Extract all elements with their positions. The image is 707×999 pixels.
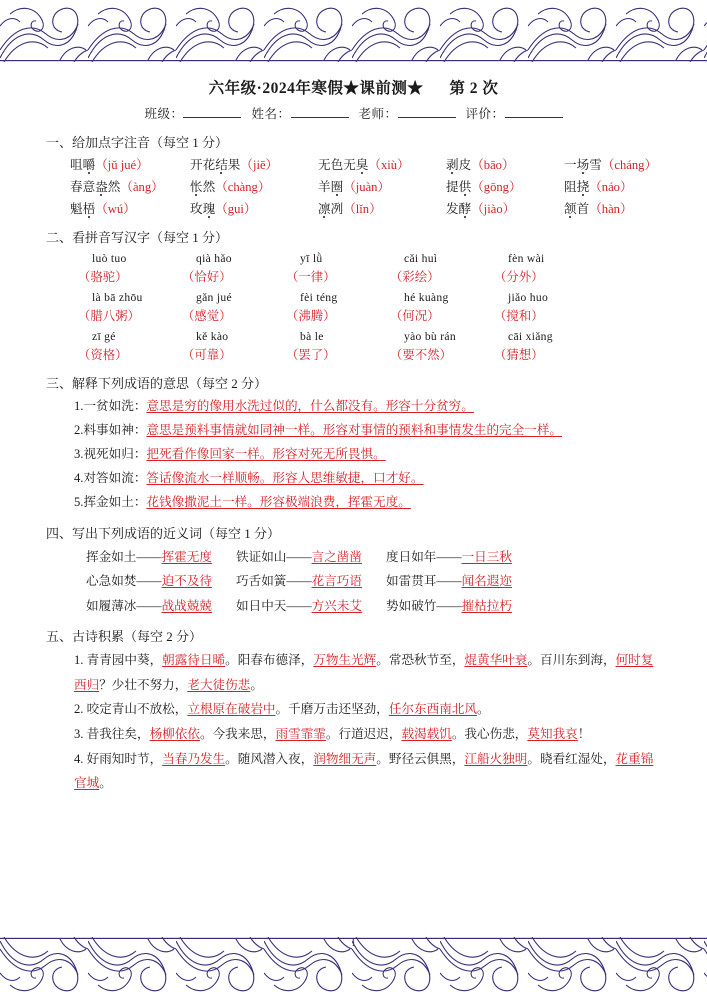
poem-text: 。晓看红湿处， bbox=[527, 751, 616, 766]
question-word: 凛冽 bbox=[318, 202, 344, 217]
question-word: 魁梧 bbox=[70, 202, 96, 217]
synonym-prompt: 铁证如山—— bbox=[236, 549, 312, 564]
label-teacher: 老师： bbox=[358, 107, 398, 121]
poem-answer: 当春乃发生 bbox=[162, 751, 226, 766]
question-word: 无色无臭 bbox=[318, 158, 369, 172]
poem-text: 。 bbox=[99, 776, 112, 791]
section-2-body bbox=[46, 252, 661, 363]
pinyin-prompt: qià hǎo bbox=[196, 252, 232, 266]
poem-answer: 杨柳依依 bbox=[149, 726, 200, 741]
student-info-row bbox=[46, 104, 661, 122]
page-title-left: 六年级·2024年寒假★课前测★ bbox=[208, 80, 424, 97]
section-heading-3: 三、解释下列成语的意思（每空 2 分） bbox=[46, 376, 268, 392]
pinyin-question-item bbox=[318, 154, 446, 176]
idiom-answer: 意思是预料事情就如同神一样。形容对事情的预料和事情发生的完全一样。 bbox=[146, 423, 563, 438]
decorative-bottom-border bbox=[0, 937, 707, 999]
poem-text: ？少壮不努力， bbox=[99, 677, 188, 692]
question-word: 羊圈 bbox=[318, 180, 344, 195]
synonym-prompt: 势如破竹—— bbox=[386, 598, 462, 613]
section-5-body bbox=[46, 648, 661, 795]
poem-number: 4. bbox=[74, 751, 87, 766]
poem-text: 。今我来思， bbox=[199, 726, 276, 741]
pinyin-question-item bbox=[318, 198, 446, 220]
poem-text: 好雨知时节， bbox=[86, 751, 163, 766]
pinyin-prompt: jiǎo huo bbox=[508, 291, 549, 305]
pinyin-question-item bbox=[564, 154, 684, 176]
hanzi-answer: （要不然） bbox=[390, 348, 452, 363]
synonym-answer: 挥霍无度 bbox=[161, 549, 212, 564]
hanzi-answer: （感觉） bbox=[182, 309, 232, 324]
hanzi-answer-row bbox=[46, 345, 661, 363]
pinyin-prompt: cǎi huì bbox=[404, 252, 438, 266]
poem-answer: 载渴载饥 bbox=[401, 726, 452, 741]
idiom-term: 5.挥金如土： bbox=[74, 494, 147, 509]
section-3-body bbox=[46, 395, 661, 515]
label-class: 班级： bbox=[144, 107, 184, 121]
question-word: 春意盎然 bbox=[70, 180, 121, 195]
answer-pinyin: （juàn） bbox=[343, 180, 391, 195]
label-score: 评价： bbox=[465, 107, 505, 121]
synonym-answer: 方兴未艾 bbox=[311, 598, 362, 613]
answer-pinyin: （wú） bbox=[95, 202, 136, 217]
pinyin-prompt: yī lǜ bbox=[300, 252, 323, 266]
idiom-meaning-row bbox=[46, 467, 661, 491]
pinyin-question-row bbox=[46, 154, 661, 176]
poem-answer: 万物生光辉 bbox=[313, 653, 377, 668]
hanzi-answer: （恰好） bbox=[182, 270, 232, 285]
pinyin-prompt-row bbox=[46, 252, 661, 265]
pinyin-prompt: gǎn jué bbox=[196, 291, 232, 305]
answer-pinyin: （àng） bbox=[120, 180, 164, 195]
worksheet-content bbox=[0, 62, 707, 796]
answer-pinyin: （náo） bbox=[589, 180, 633, 195]
pinyin-prompt: luò tuo bbox=[92, 252, 127, 266]
pinyin-prompt: yào bù rán bbox=[404, 330, 456, 344]
hanzi-answer: （罢了） bbox=[286, 348, 336, 363]
question-word: 咀嚼 bbox=[70, 158, 96, 172]
pinyin-prompt-row bbox=[46, 330, 661, 343]
hanzi-answer: （猜想） bbox=[494, 348, 544, 363]
poem-answer: 老大徒伤悲 bbox=[187, 677, 251, 692]
section-4-body bbox=[46, 545, 661, 619]
hanzi-answer: （何况） bbox=[390, 309, 440, 324]
section-1-body bbox=[46, 154, 661, 220]
pinyin-question-item bbox=[318, 176, 446, 198]
poem-text: 青青园中葵， bbox=[86, 653, 163, 668]
synonym-pair bbox=[86, 594, 236, 619]
page-title-right: 第 2 次 bbox=[449, 80, 499, 97]
synonym-answer: 迫不及待 bbox=[161, 574, 212, 589]
pinyin-question-item bbox=[70, 176, 190, 198]
idiom-meaning-row bbox=[46, 419, 661, 443]
field-class[interactable] bbox=[183, 117, 241, 118]
poem-text: 。千磨万击还坚劲， bbox=[275, 702, 389, 717]
label-name: 姓名： bbox=[251, 107, 291, 121]
poem-text: 。行道迟迟， bbox=[325, 726, 402, 741]
pinyin-question-item bbox=[446, 198, 564, 220]
poem-row bbox=[46, 722, 661, 747]
question-word: 剥皮 bbox=[446, 158, 472, 172]
pinyin-question-item bbox=[446, 154, 564, 176]
synonym-answer: 一日三秋 bbox=[461, 549, 512, 564]
pinyin-question-item bbox=[564, 198, 684, 220]
synonym-row bbox=[46, 545, 661, 570]
poem-text: 咬定青山不放松， bbox=[86, 702, 188, 717]
idiom-term: 2.料事如神： bbox=[74, 423, 147, 438]
question-word: 玫瑰 bbox=[190, 202, 216, 217]
pinyin-prompt: kě kào bbox=[196, 330, 229, 344]
poem-text: 。阳春布德泽， bbox=[225, 653, 314, 668]
idiom-term: 4.对答如流： bbox=[74, 470, 147, 485]
field-score[interactable] bbox=[505, 117, 563, 118]
synonym-row bbox=[46, 594, 661, 619]
pinyin-prompt: hé kuàng bbox=[404, 291, 449, 305]
poem-answer: 立根原在破岩中 bbox=[187, 702, 276, 717]
hanzi-answer: （资格） bbox=[78, 348, 128, 363]
hanzi-answer: （腊八粥） bbox=[78, 309, 140, 324]
poem-text: 。 bbox=[477, 702, 490, 717]
pinyin-question-row bbox=[46, 198, 661, 220]
pinyin-prompt: bà le bbox=[300, 330, 324, 344]
question-word: 一场雪 bbox=[564, 158, 602, 172]
answer-pinyin: （hàn） bbox=[589, 202, 633, 217]
poem-answer: 莫知我哀 bbox=[527, 726, 578, 741]
poem-text: ！ bbox=[577, 726, 591, 741]
hanzi-answer-row bbox=[46, 306, 661, 324]
synonym-answer: 摧枯拉朽 bbox=[461, 598, 512, 613]
synonym-pair bbox=[386, 545, 536, 570]
idiom-term: 3.视死如归： bbox=[74, 446, 147, 461]
question-word: 颔首 bbox=[564, 202, 590, 217]
pinyin-prompt: fèi téng bbox=[300, 291, 338, 305]
poem-number: 2. bbox=[74, 702, 87, 717]
hanzi-answer: （沸腾） bbox=[286, 309, 336, 324]
idiom-answer: 把死看作像回家一样。形容对死无所畏惧。 bbox=[146, 446, 386, 461]
page-title bbox=[46, 76, 661, 98]
field-teacher[interactable] bbox=[398, 117, 456, 118]
question-word: 发酵 bbox=[446, 202, 472, 217]
synonym-answer: 战战兢兢 bbox=[161, 598, 212, 613]
answer-pinyin: （chàng） bbox=[215, 180, 271, 195]
answer-pinyin: （gui） bbox=[215, 202, 257, 217]
hanzi-answer: （可靠） bbox=[182, 348, 232, 363]
poem-text: 。随风潜入夜， bbox=[225, 751, 314, 766]
idiom-meaning-row bbox=[46, 443, 661, 467]
pinyin-question-item bbox=[446, 176, 564, 198]
decorative-top-border bbox=[0, 0, 707, 62]
poem-text: 昔我往矣， bbox=[86, 726, 150, 741]
field-name[interactable] bbox=[291, 117, 349, 118]
section-heading-4: 四、写出下列成语的近义词（每空 1 分） bbox=[46, 525, 281, 541]
answer-pinyin: （jiào） bbox=[471, 202, 516, 217]
pinyin-question-item bbox=[190, 198, 318, 220]
answer-pinyin: （bāo） bbox=[471, 158, 515, 172]
question-word: 提供 bbox=[446, 180, 472, 195]
section-heading-5: 五、古诗积累（每空 2 分） bbox=[46, 629, 203, 645]
pinyin-question-row bbox=[46, 176, 661, 198]
question-word: 怅然 bbox=[190, 180, 216, 195]
poem-answer: 何时复西归 bbox=[74, 653, 654, 692]
poem-text: 。我心伤悲， bbox=[451, 726, 528, 741]
synonym-pair bbox=[386, 569, 536, 594]
synonym-prompt: 如日中天—— bbox=[236, 598, 312, 613]
answer-pinyin: （gōng） bbox=[471, 180, 522, 195]
synonym-prompt: 挥金如土—— bbox=[86, 549, 162, 564]
pinyin-question-item bbox=[190, 176, 318, 198]
question-word: 开花结果 bbox=[190, 158, 241, 172]
poem-answer: 花重锦官城 bbox=[74, 751, 654, 791]
synonym-pair bbox=[236, 545, 386, 570]
synonym-answer: 言之凿凿 bbox=[311, 549, 362, 564]
pinyin-question-item bbox=[190, 154, 318, 176]
synonym-pair bbox=[236, 594, 386, 619]
poem-text: 。野径云俱黑， bbox=[376, 751, 465, 766]
pinyin-prompt: là bā zhōu bbox=[92, 291, 143, 305]
synonym-prompt: 心急如焚—— bbox=[86, 574, 162, 589]
poem-answer: 朝露待日晞 bbox=[162, 653, 226, 668]
poem-number: 3. bbox=[74, 726, 87, 741]
poem-row bbox=[46, 648, 661, 697]
question-word: 阻挠 bbox=[564, 180, 590, 195]
poem-answer: 焜黄华叶衰 bbox=[464, 653, 528, 668]
poem-answer: 润物细无声 bbox=[313, 751, 377, 766]
section-heading-2: 二、看拼音写汉字（每空 1 分） bbox=[46, 230, 229, 246]
pinyin-prompt: cāi xiǎng bbox=[508, 330, 553, 344]
pinyin-prompt: zī gé bbox=[92, 330, 116, 344]
poem-answer: 江船火独明 bbox=[464, 751, 528, 766]
section-heading-1: 一、给加点字注音（每空 1 分） bbox=[46, 135, 229, 150]
synonym-pair bbox=[86, 545, 236, 570]
answer-pinyin: （cháng） bbox=[601, 158, 658, 172]
hanzi-answer: （搅和） bbox=[494, 309, 544, 324]
answer-pinyin: （jǔ jué） bbox=[95, 158, 149, 172]
pinyin-prompt: fèn wài bbox=[508, 252, 545, 266]
poem-text: 。百川东到海， bbox=[527, 653, 616, 668]
poem-row bbox=[46, 747, 661, 796]
idiom-answer: 花钱像撒泥土一样。形容极端浪费，挥霍无度。 bbox=[146, 494, 411, 509]
synonym-answer: 花言巧语 bbox=[311, 574, 362, 589]
answer-pinyin: （xiù） bbox=[368, 158, 410, 172]
hanzi-answer: （彩绘） bbox=[390, 270, 440, 285]
idiom-answer: 意思是穷的像用水洗过似的，什么都没有。形容十分贫穷。 bbox=[146, 399, 474, 414]
synonym-prompt: 巧舌如簧—— bbox=[236, 574, 312, 589]
synonym-prompt: 如履薄冰—— bbox=[86, 598, 162, 613]
answer-pinyin: （lǐn） bbox=[343, 202, 382, 217]
synonym-row bbox=[46, 569, 661, 594]
poem-answer: 雨雪霏霏 bbox=[275, 726, 326, 741]
synonym-pair bbox=[386, 594, 536, 619]
poem-number: 1. bbox=[74, 653, 87, 668]
poem-text: 。常恐秋节至， bbox=[376, 653, 465, 668]
hanzi-answer: （骆驼） bbox=[78, 270, 128, 285]
idiom-meaning-row bbox=[46, 395, 661, 419]
synonym-pair bbox=[236, 569, 386, 594]
poem-text: 。 bbox=[250, 677, 263, 692]
answer-pinyin: （jiē） bbox=[240, 158, 279, 172]
synonym-prompt: 如雷贯耳—— bbox=[386, 574, 462, 589]
pinyin-prompt-row bbox=[46, 291, 661, 304]
synonym-pair bbox=[86, 569, 236, 594]
poem-row bbox=[46, 697, 661, 722]
idiom-meaning-row bbox=[46, 491, 661, 515]
idiom-term: 1.一贫如洗： bbox=[74, 399, 147, 414]
synonym-prompt: 度日如年—— bbox=[386, 549, 462, 564]
pinyin-question-item bbox=[70, 198, 190, 220]
poem-answer: 任尔东西南北风 bbox=[388, 702, 477, 717]
synonym-answer: 闻名遐迩 bbox=[461, 574, 512, 589]
hanzi-answer: （一律） bbox=[286, 270, 336, 285]
idiom-answer: 答话像流水一样顺畅。形容人思维敏捷，口才好。 bbox=[146, 470, 424, 485]
pinyin-question-item bbox=[70, 154, 190, 176]
hanzi-answer-row bbox=[46, 267, 661, 285]
hanzi-answer: （分外） bbox=[494, 270, 544, 285]
pinyin-question-item bbox=[564, 176, 684, 198]
